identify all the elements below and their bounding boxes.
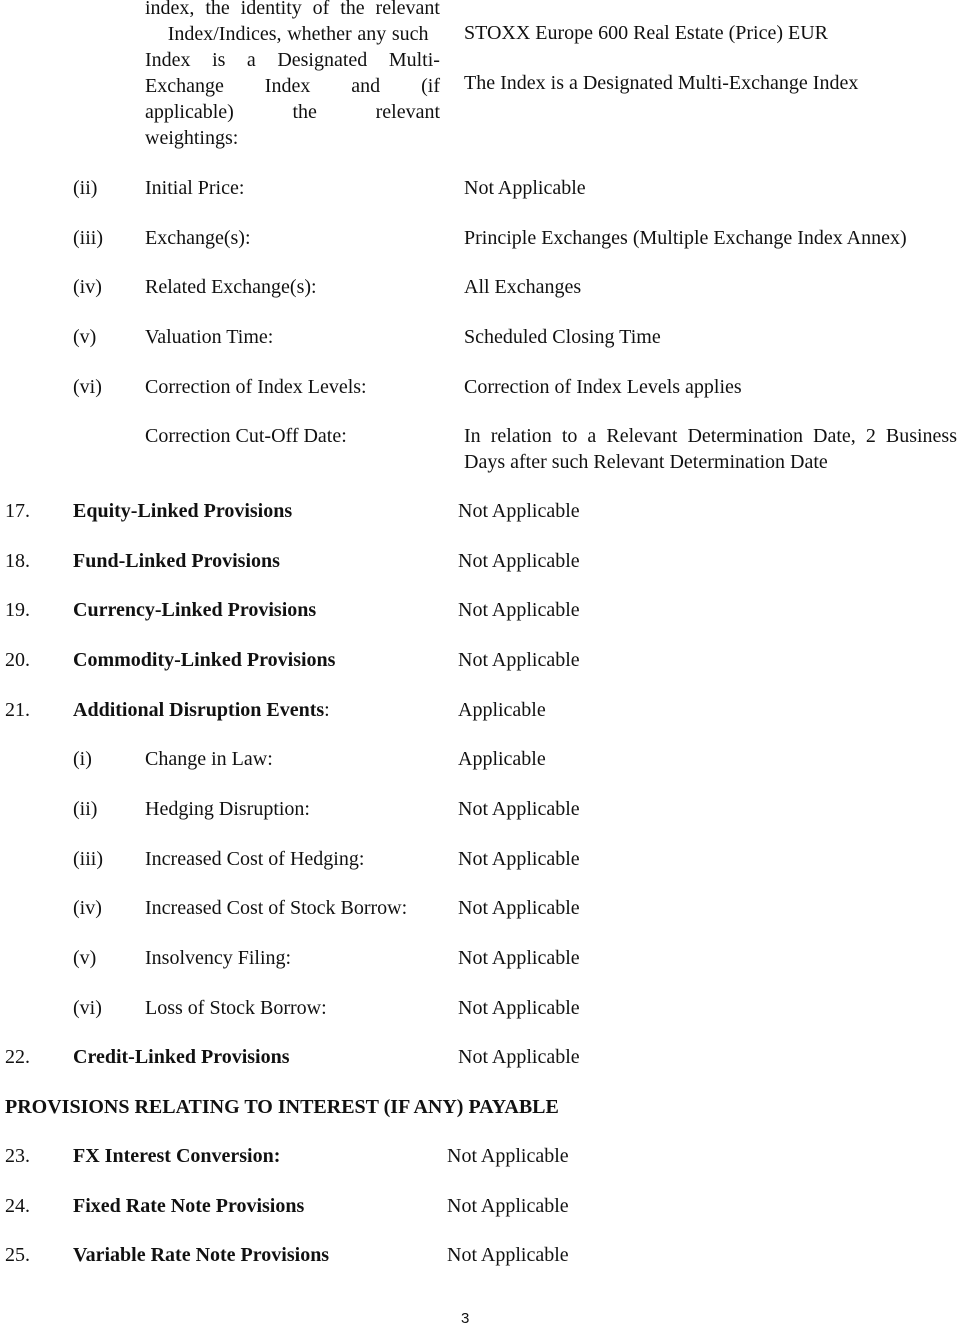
item-label: Exchange(s): bbox=[145, 227, 251, 249]
item-num: (iii) bbox=[73, 227, 103, 249]
section-num: 22. bbox=[5, 1046, 30, 1068]
section-num: 19. bbox=[5, 599, 30, 621]
label-line: applicable) the relevant bbox=[145, 101, 440, 123]
item-value: Not Applicable bbox=[458, 897, 580, 919]
item-label: Loss of Stock Borrow: bbox=[145, 997, 327, 1019]
section-num: 18. bbox=[5, 550, 30, 572]
label-line: Exchange Index and (if bbox=[145, 75, 440, 97]
section-title: Fixed Rate Note Provisions bbox=[73, 1195, 305, 1217]
cutoff-value: In relation to a Relevant Determination Date, 2 Business Days after such Relevant Determination Date bbox=[464, 425, 957, 473]
designated-index-value: The Index is a Designated Multi-Exchange Index bbox=[464, 72, 859, 94]
item-num: (v) bbox=[73, 326, 97, 348]
section-num: 20. bbox=[5, 649, 30, 671]
section-num: 21. bbox=[5, 699, 30, 721]
item-value: All Exchanges bbox=[464, 276, 582, 298]
section-title: Variable Rate Note Provisions bbox=[73, 1244, 330, 1266]
label-line: Index/Indices, whether any such bbox=[167, 23, 429, 45]
item-label: Change in Law: bbox=[145, 748, 273, 770]
section-value: Not Applicable bbox=[458, 500, 580, 522]
item-value: Not Applicable bbox=[458, 848, 580, 870]
section-value: Not Applicable bbox=[447, 1195, 569, 1217]
section-title: Commodity-Linked Provisions bbox=[73, 649, 336, 671]
item-value: Applicable bbox=[458, 748, 546, 770]
item-label: Hedging Disruption: bbox=[145, 798, 310, 820]
interest-provisions-heading: PROVISIONS RELATING TO INTEREST (IF ANY) PAYABLE bbox=[5, 1096, 559, 1118]
section-title: Currency-Linked Provisions bbox=[73, 599, 317, 621]
item-value: Not Applicable bbox=[458, 947, 580, 969]
section-value: Not Applicable bbox=[458, 599, 580, 621]
section-value: Applicable bbox=[458, 699, 546, 721]
section-title: Credit-Linked Provisions bbox=[73, 1046, 290, 1068]
section-value: Not Applicable bbox=[447, 1145, 569, 1167]
item-value: Scheduled Closing Time bbox=[464, 326, 661, 348]
item-num: (iv) bbox=[73, 897, 102, 919]
section-title: Fund-Linked Provisions bbox=[73, 550, 280, 572]
item-num: (iv) bbox=[73, 276, 102, 298]
item-label: Increased Cost of Stock Borrow: bbox=[145, 897, 408, 919]
item-label: Correction of Index Levels: bbox=[145, 376, 367, 398]
section-title: FX Interest Conversion: bbox=[73, 1145, 281, 1167]
page-number: 3 bbox=[461, 1310, 470, 1327]
section-value: Not Applicable bbox=[458, 649, 580, 671]
item-num: (iii) bbox=[73, 848, 103, 870]
item-num: (vi) bbox=[73, 997, 102, 1019]
item-value: Not Applicable bbox=[458, 997, 580, 1019]
item-num: (vi) bbox=[73, 376, 102, 398]
item-num: (ii) bbox=[73, 177, 98, 199]
section-num: 24. bbox=[5, 1195, 30, 1217]
item-value: Not Applicable bbox=[458, 798, 580, 820]
item-num: (i) bbox=[73, 748, 92, 770]
item-num: (v) bbox=[73, 947, 97, 969]
section-value: Not Applicable bbox=[458, 550, 580, 572]
label-line: Index is a Designated Multi- bbox=[145, 49, 440, 71]
item-num: (ii) bbox=[73, 798, 98, 820]
cutoff-label: Correction Cut-Off Date: bbox=[145, 425, 347, 447]
label-line: index, the identity of the relevant bbox=[145, 0, 440, 19]
section-value: Not Applicable bbox=[458, 1046, 580, 1068]
item-label: Increased Cost of Hedging: bbox=[145, 848, 365, 870]
index-name-value: STOXX Europe 600 Real Estate (Price) EUR bbox=[464, 22, 828, 44]
label-line: weightings: bbox=[145, 127, 239, 149]
item-label: Related Exchange(s): bbox=[145, 276, 317, 298]
section-title: Equity-Linked Provisions bbox=[73, 500, 293, 522]
section-num: 25. bbox=[5, 1244, 30, 1266]
item-value: Principle Exchanges (Multiple Exchange Index Annex) bbox=[464, 227, 907, 249]
item-value: Correction of Index Levels applies bbox=[464, 376, 742, 398]
item-label: Initial Price: bbox=[145, 177, 245, 199]
item-label: Insolvency Filing: bbox=[145, 947, 292, 969]
section-value: Not Applicable bbox=[447, 1244, 569, 1266]
index-identity-label bbox=[145, 0, 440, 151]
section-num: 23. bbox=[5, 1145, 30, 1167]
item-value: Not Applicable bbox=[464, 177, 586, 199]
section-title: Additional Disruption Events: bbox=[73, 699, 330, 721]
item-label: Valuation Time: bbox=[145, 326, 274, 348]
section-num: 17. bbox=[5, 500, 30, 522]
